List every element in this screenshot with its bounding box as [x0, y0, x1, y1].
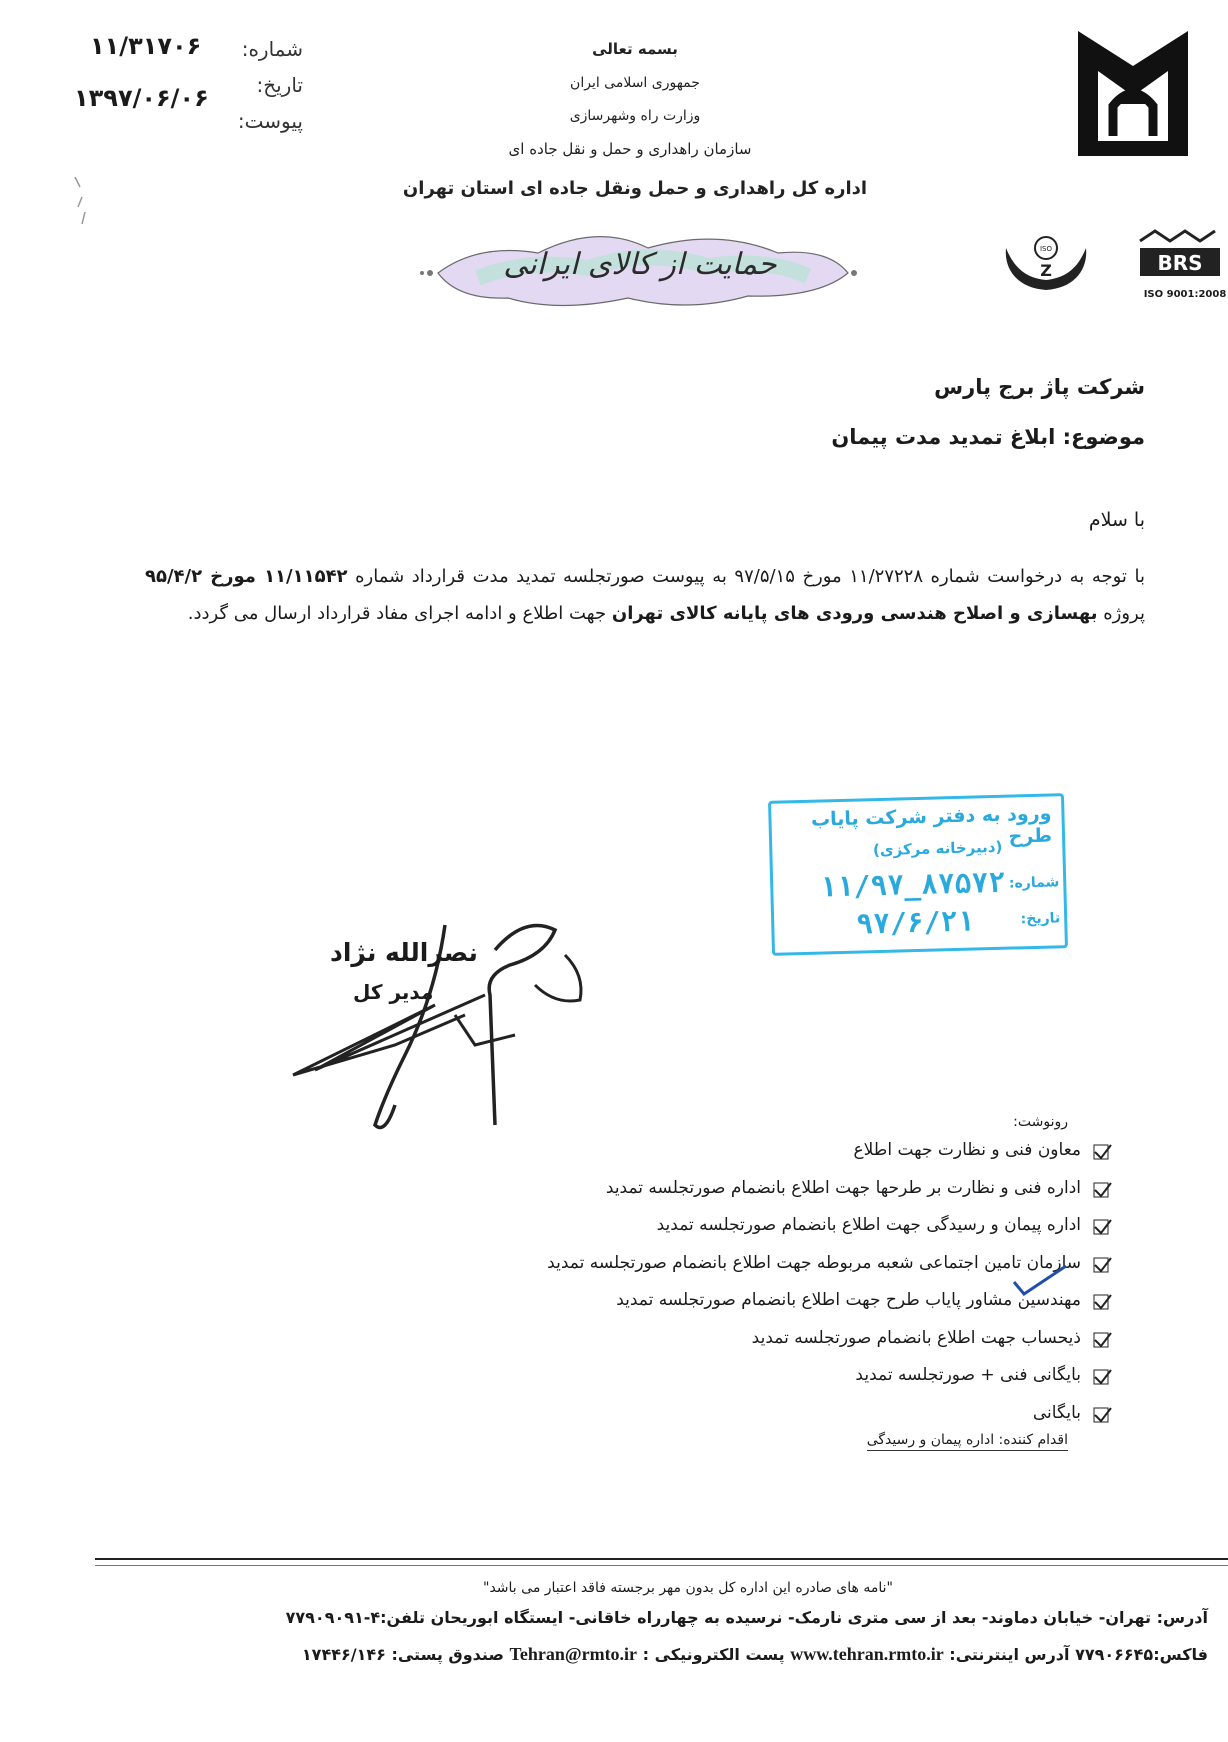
body-part-2: پروژه [1103, 603, 1145, 624]
subject-label: موضوع: [1062, 425, 1145, 449]
brs-logo-icon [1135, 226, 1225, 296]
check-icon [1093, 1405, 1113, 1425]
footer-address: آدرس: تهران- خیابان دماوند- بعد از سی متری نارمک- نرسیده به چهارراه خاقانی- ایستگاه ابوریحان تلفن:۴-۷۷۹۰۹۰۹۱ [285, 1608, 1208, 1627]
check-icon [1093, 1217, 1113, 1237]
letter-number: ۱۱/۳۱۷۰۶ [90, 32, 202, 60]
cc-title: رونوشت: [1013, 1114, 1068, 1130]
iso-laurel-label: ISO [1039, 245, 1053, 253]
stamp-number-label: شماره: [1008, 874, 1060, 892]
department-name: اداره کل راهداری و حمل ونقل جاده ای استان تهران [402, 178, 868, 199]
letter-date: ۱۳۹۷/۰۶/۰۶ [74, 84, 209, 112]
stamp-number-value: ۱۱/۹۷_۸۷۵۷۲ [819, 865, 1006, 904]
ministry-name: وزارت راه وشهرسازی [569, 108, 701, 124]
scan-speck-mark [70, 172, 100, 232]
check-icon [1093, 1330, 1113, 1350]
brs-label: BRS [1157, 251, 1203, 275]
stamp-line-1: ورود به دفتر شرکت پایاب طرح [810, 802, 1053, 848]
cc-item [547, 1365, 1113, 1403]
addressee: شرکت پاژ برج پارس [934, 375, 1145, 399]
handwritten-tick-mark [1010, 1260, 1070, 1300]
check-icon [1093, 1180, 1113, 1200]
stamp-date-value: ۹۷/۶/۲۱ [855, 904, 975, 941]
footer-email[interactable]: Tehran@rmto.ir [509, 1644, 638, 1664]
cc-item-text: بایگانی فنی + صورتجلسه تمدید [855, 1365, 1081, 1385]
body-contract-reference: ۱۱/۱۱۵۴۲ مورخ ۹۵/۴/۲ [145, 566, 348, 587]
cc-item-text: ذیحساب جهت اطلاع بانضمام صورتجلسه تمدید [751, 1327, 1081, 1348]
handled-by: اقدام کننده: اداره پیمان و رسیدگی [867, 1432, 1068, 1451]
number-label: شماره: [241, 37, 303, 61]
handwritten-signature [285, 895, 625, 1145]
basmala: بسمه تعالی [592, 40, 678, 58]
check-icon [1093, 1292, 1113, 1312]
stamp-date-label: تاریخ: [1020, 910, 1061, 928]
iso-laurel-logo-icon [996, 228, 1096, 298]
check-icon [1093, 1142, 1113, 1162]
svg-text:Z: Z [1040, 261, 1052, 280]
stamp-line-2: (دبیرخانه مرکزی) [872, 837, 1003, 860]
cc-item [547, 1140, 1113, 1178]
body-part-1: با توجه به درخواست شماره ۱۱/۲۷۲۲۸ مورخ ۹۷/۵/۱۵ به پیوست صورتجلسه تمدید مدت قرارداد شماره [355, 566, 1145, 587]
slogan-text: حمایت از کالای ایرانی [503, 247, 777, 282]
cc-item [547, 1215, 1113, 1253]
signatory-name: نصرالله نژاد [330, 938, 478, 967]
country-name: جمهوری اسلامی ایران [570, 75, 700, 91]
greeting: با سلام [1088, 509, 1145, 531]
subject-line [831, 425, 1145, 449]
footer-note: "نامه های صادره این اداره کل بدون مهر برجسته فاقد اعتبار می باشد" [483, 1580, 893, 1596]
date-label: تاریخ: [256, 73, 303, 97]
check-icon [1093, 1367, 1113, 1387]
footer-contact-line [302, 1644, 1208, 1665]
footer-rule-thin [95, 1565, 1228, 1566]
letter-body [145, 558, 1145, 632]
cc-item [547, 1328, 1113, 1366]
cc-item-text: اداره پیمان و رسیدگی جهت اطلاع بانضمام صورتجلسه تمدید [656, 1215, 1081, 1235]
cc-item-text: اداره فنی و نظارت بر طرحها جهت اطلاع بانضمام صورتجلسه تمدید [605, 1177, 1081, 1198]
cc-item [547, 1178, 1113, 1216]
footer-rule [95, 1558, 1228, 1560]
cc-item-text: مهندسین مشاور پایاب طرح جهت اطلاع بانضمام صورتجلسه تمدید [616, 1290, 1081, 1310]
receipt-stamp [768, 793, 1068, 956]
attachment-label: پیوست: [237, 109, 303, 133]
check-icon [1093, 1255, 1113, 1275]
footer-pobox: صندوق پستی: ۱۷۴۴۶/۱۴۶ [301, 1645, 504, 1664]
footer-website[interactable]: www.tehran.rmto.ir [790, 1644, 944, 1664]
rmto-logo-icon [1073, 26, 1193, 160]
footer-email-label: پست الکترونیکی : [642, 1645, 785, 1664]
iso-certification-text: ISO 9001:2008 [1143, 289, 1227, 300]
cc-item-text: سازمان تامین اجتماعی شعبه مربوطه جهت اطلاع بانضمام صورتجلسه تمدید [547, 1252, 1081, 1273]
cc-item-text: بایگانی [1032, 1402, 1081, 1423]
subject-text: ابلاغ تمدید مدت پیمان [831, 425, 1056, 449]
signatory-title: مدیر کل [353, 980, 434, 1004]
body-project-name: بهسازی و اصلاح هندسی ورودی های پایانه کالای تهران [611, 603, 1098, 624]
footer-fax: فاکس:۷۷۹۰۶۶۴۵ آدرس اینترنتی: [949, 1645, 1208, 1664]
cc-item-text: معاون فنی و نظارت جهت اطلاع [853, 1140, 1081, 1160]
body-part-3: جهت اطلاع و ادامه اجرای مفاد قرارداد ارسال می گردد. [187, 603, 607, 624]
organization-name: سازمان راهداری و حمل و نقل جاده ای [508, 140, 752, 158]
